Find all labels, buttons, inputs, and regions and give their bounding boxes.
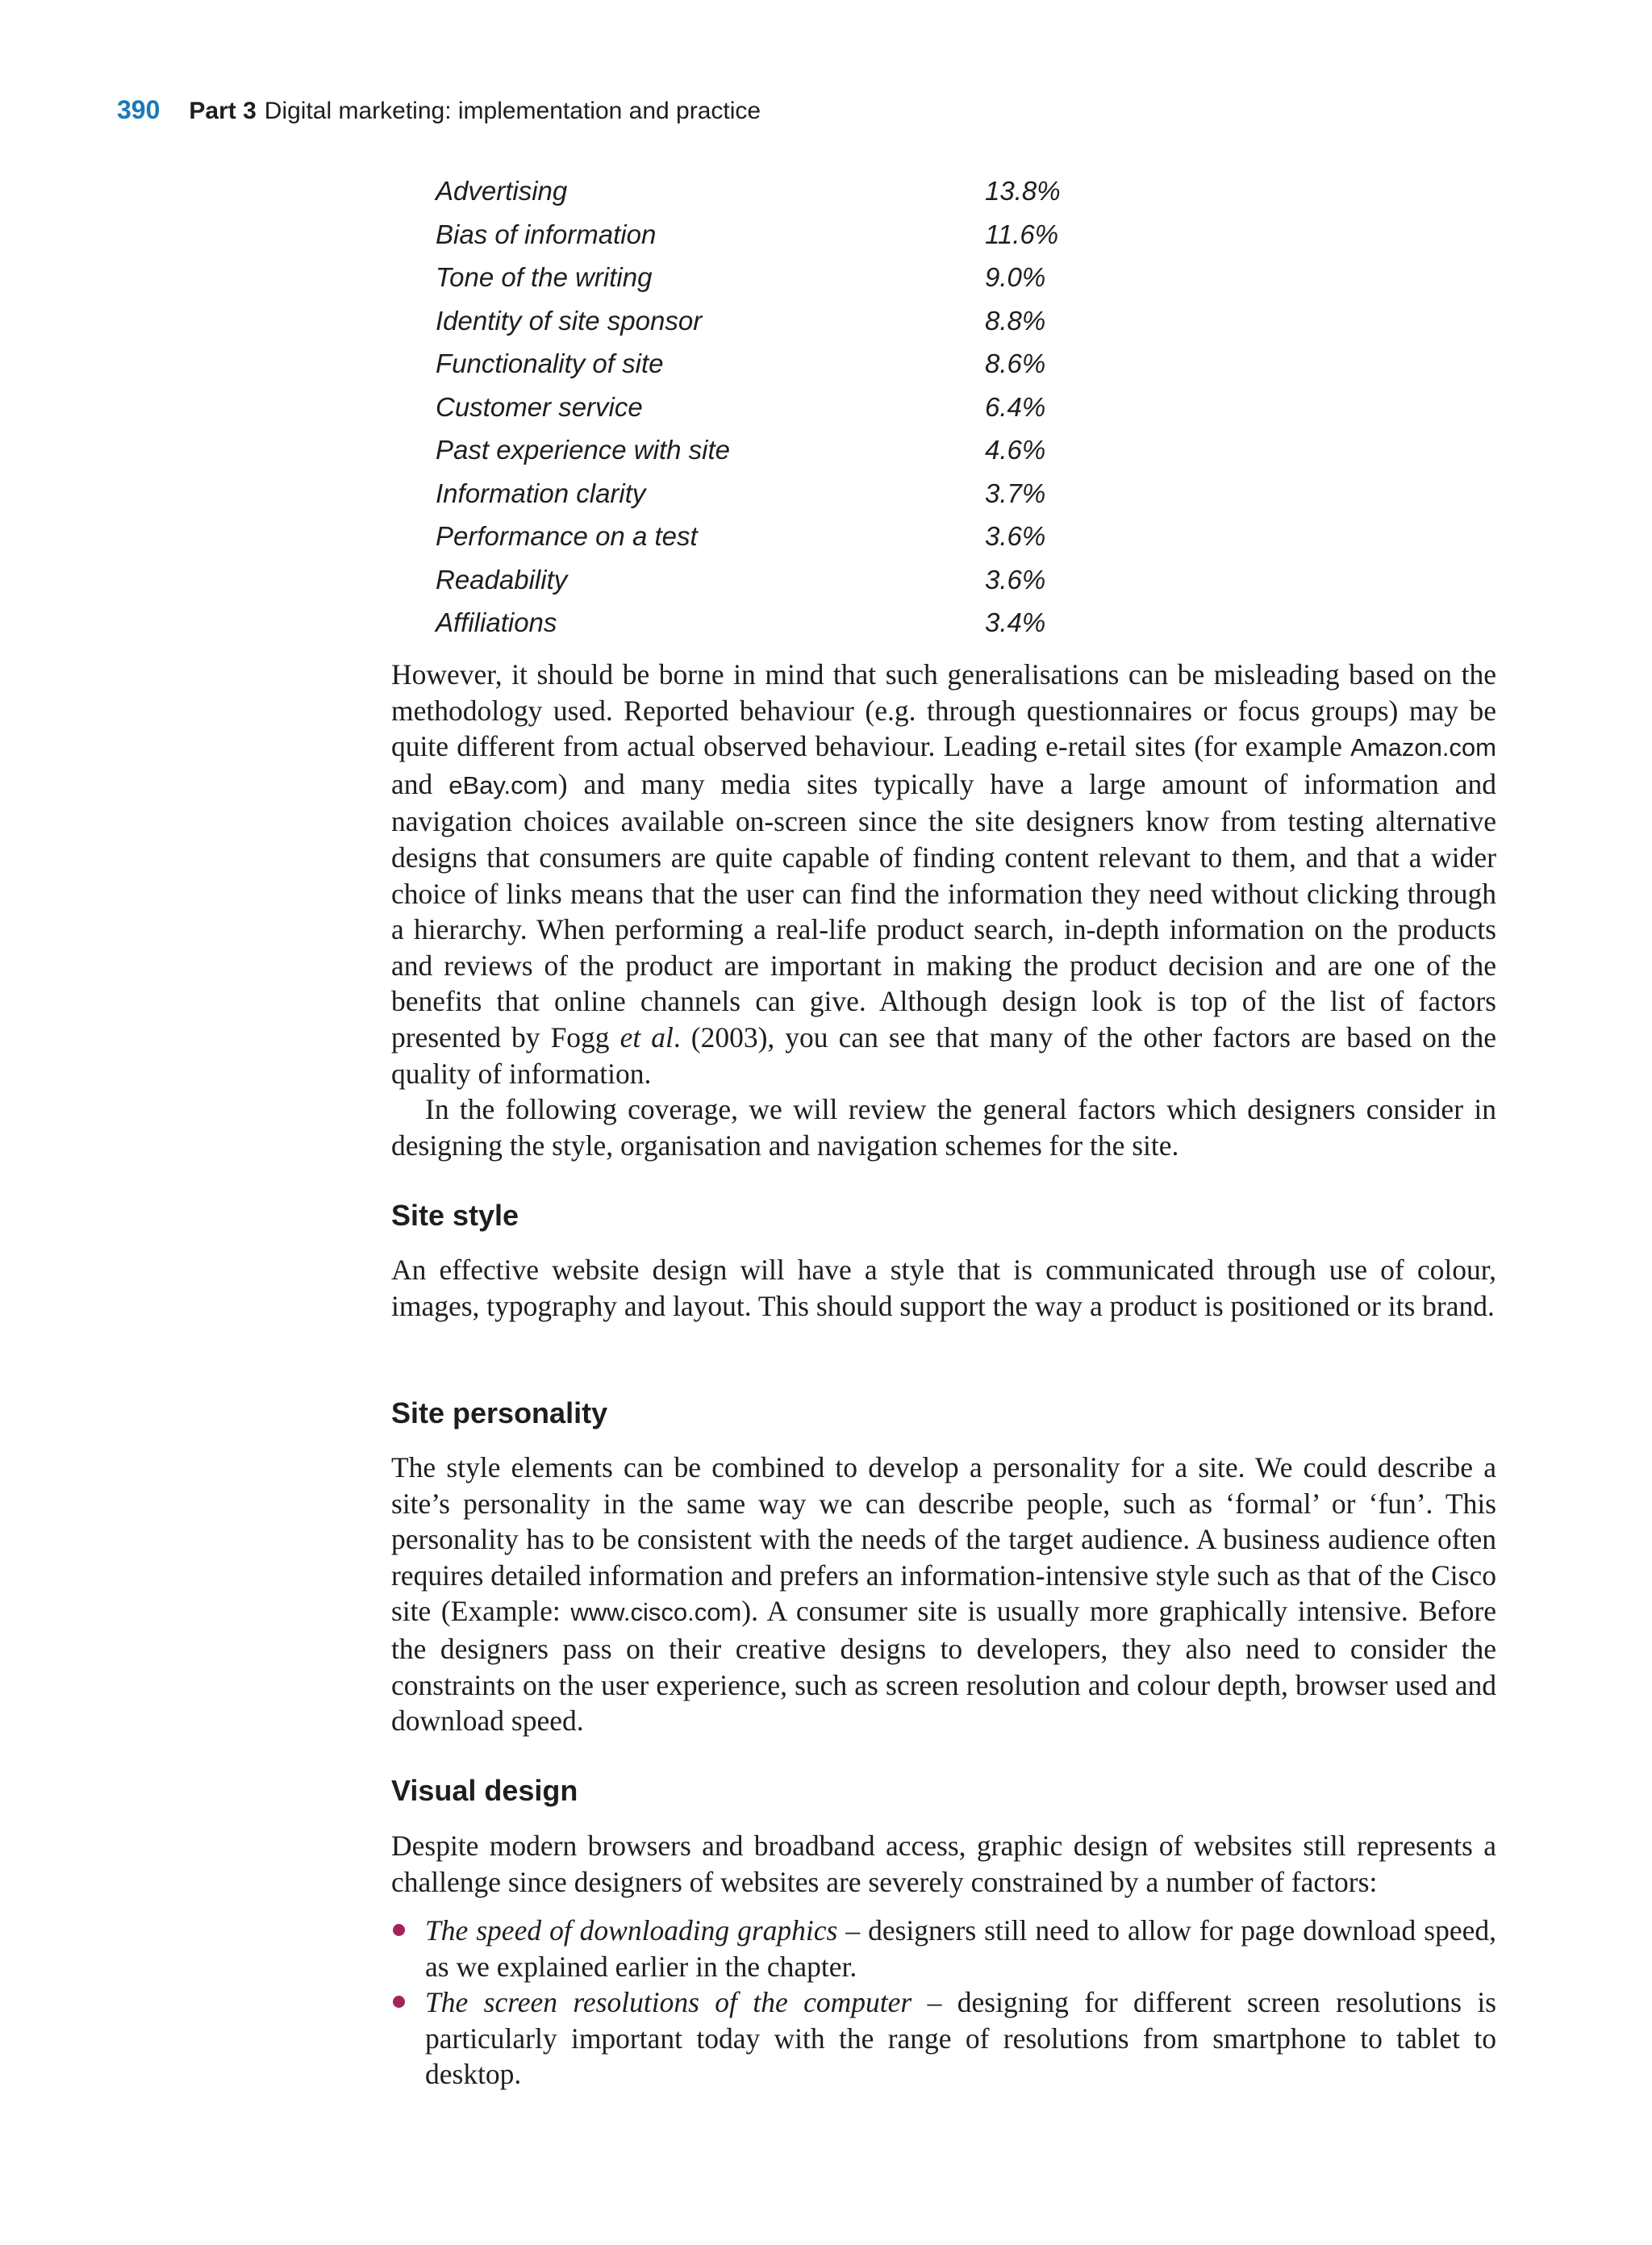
factor-value: 9.0%	[985, 262, 1046, 292]
factor-value: 8.6%	[985, 348, 1046, 378]
factor-row	[436, 472, 1081, 515]
factor-name: Performance on a test	[436, 521, 698, 551]
factor-name: Functionality of site	[436, 348, 664, 378]
intro-text-segment: However, it should be borne in mind that such generalisations can be misleading based on the methodology used. Reported behaviour (e.g. through questionnaires or focus groups) may be quite different from actual observed behaviour. Leading e-retail sites (for example	[391, 658, 1496, 763]
factor-value: 6.4%	[985, 391, 1046, 422]
factor-name: Bias of information	[436, 219, 657, 249]
bullet-term: The screen resolutions of the computer	[425, 1986, 912, 2019]
factor-value: 3.6%	[985, 521, 1046, 551]
ebay-link[interactable]: eBay.com	[448, 770, 558, 799]
list-item	[391, 1984, 1496, 2093]
visual-design-text	[391, 1828, 1496, 1900]
intro-text	[391, 657, 1496, 1163]
bullet-icon	[393, 1996, 405, 2008]
intro-text-segment: . (2003), you can see that many of the other factors are based on the quality of information.	[391, 1020, 1497, 1090]
amazon-link[interactable]: Amazon.com	[1350, 733, 1496, 762]
factor-row	[436, 299, 1081, 343]
intro-text-segment: ) and many media sites typically have a large amount of information and navigation choices available on-screen since the site designers know from testing alternative designs that consumers are quite capable of finding content relevant to them, and that a wider choice of links means that the user can find the information they need without clicking through a hierarchy. When performing a real-life product search, in-depth information on the products and reviews of the product are important in making the product decision and are one of the benefits that online channels can give. Although design look is top of the list of factors presented by Fogg	[391, 767, 1496, 1054]
factor-name: Advertising	[436, 176, 568, 206]
factor-row	[436, 515, 1081, 558]
factor-value: 13.8%	[985, 176, 1061, 206]
factor-row	[436, 342, 1081, 386]
factor-name: Information clarity	[436, 478, 646, 508]
factor-name: Past experience with site	[436, 435, 731, 465]
factor-row	[436, 428, 1081, 472]
factor-table	[436, 169, 1081, 645]
factor-value: 4.6%	[985, 435, 1046, 465]
intro-paragraph	[391, 657, 1496, 1091]
factor-name: Customer service	[436, 391, 643, 422]
factor-row	[436, 386, 1081, 429]
site-personality-paragraph	[391, 1450, 1496, 1739]
list-item	[391, 1913, 1496, 1984]
page-number: 390	[117, 95, 161, 124]
visual-design-paragraph: Despite modern browsers and broadband access, graphic design of websites still represents a challenge since designers of websites are severely constrained by a number of factors:	[391, 1830, 1496, 1898]
factor-name: Tone of the writing	[436, 262, 653, 292]
factor-row	[436, 256, 1081, 299]
cisco-link[interactable]: www.cisco.com	[570, 1598, 742, 1627]
factor-value: 3.7%	[985, 478, 1046, 508]
factor-row	[436, 558, 1081, 602]
site-style-paragraph: An effective website design will have a style that is communicated through use of colour, images, typography and layout. This should support the way a product is positioned or its brand.	[391, 1254, 1496, 1322]
intro-text-segment: and	[391, 767, 449, 800]
factor-row	[436, 169, 1081, 213]
factor-name: Affiliations	[436, 607, 557, 637]
constraints-list	[391, 1913, 1496, 2093]
bullet-term: The speed of downloading graphics	[425, 1914, 838, 1947]
site-personality-heading: Site personality	[391, 1396, 608, 1429]
bullet-text: – designing for different screen resolutions is particularly important today with the range of resolutions from smartphone to tablet to desktop.	[425, 1986, 1496, 2091]
factor-value: 11.6%	[985, 219, 1059, 249]
personality-text-segment: The style elements can be combined to develop a personality for a site. We could describe a site’s personality in the same way we can describe people, such as ‘formal’ or ‘fun’. This personality has to be consistent with the needs of the target audience. A business audience often requires detailed information and prefers an information-intensive style such as that of the Cisco site (Example:	[391, 1451, 1496, 1628]
factor-row	[436, 601, 1081, 645]
factor-name: Identity of site sponsor	[436, 305, 703, 336]
site-personality-text	[391, 1450, 1496, 1739]
running-head	[117, 90, 761, 131]
factor-value: 3.6%	[985, 564, 1046, 595]
bullet-text: – designers still need to allow for page download speed, as we explained earlier in the chapter.	[425, 1914, 1496, 1983]
coverage-paragraph: In the following coverage, we will review the general factors which designers consider in designing the style, organisation and navigation schemes for the site.	[391, 1093, 1496, 1162]
bullet-icon	[393, 1924, 405, 1936]
part-title: Digital marketing: implementation and practice	[264, 98, 761, 124]
factor-name: Readability	[436, 564, 568, 595]
et-al-italic: et al	[620, 1020, 674, 1054]
site-style-text	[391, 1252, 1496, 1324]
site-style-heading: Site style	[391, 1199, 519, 1232]
factor-row	[436, 213, 1081, 257]
visual-design-heading: Visual design	[391, 1774, 578, 1807]
part-label: Part 3	[189, 98, 257, 124]
personality-text-segment: ). A consumer site is usually more graphically intensive. Before the designers pass on their creative designs to developers, they also need to consider the constraints on the user experience, such as screen resolution and colour depth, browser used and download speed.	[391, 1595, 1496, 1738]
factor-value: 3.4%	[985, 607, 1046, 637]
factor-value: 8.8%	[985, 305, 1046, 336]
